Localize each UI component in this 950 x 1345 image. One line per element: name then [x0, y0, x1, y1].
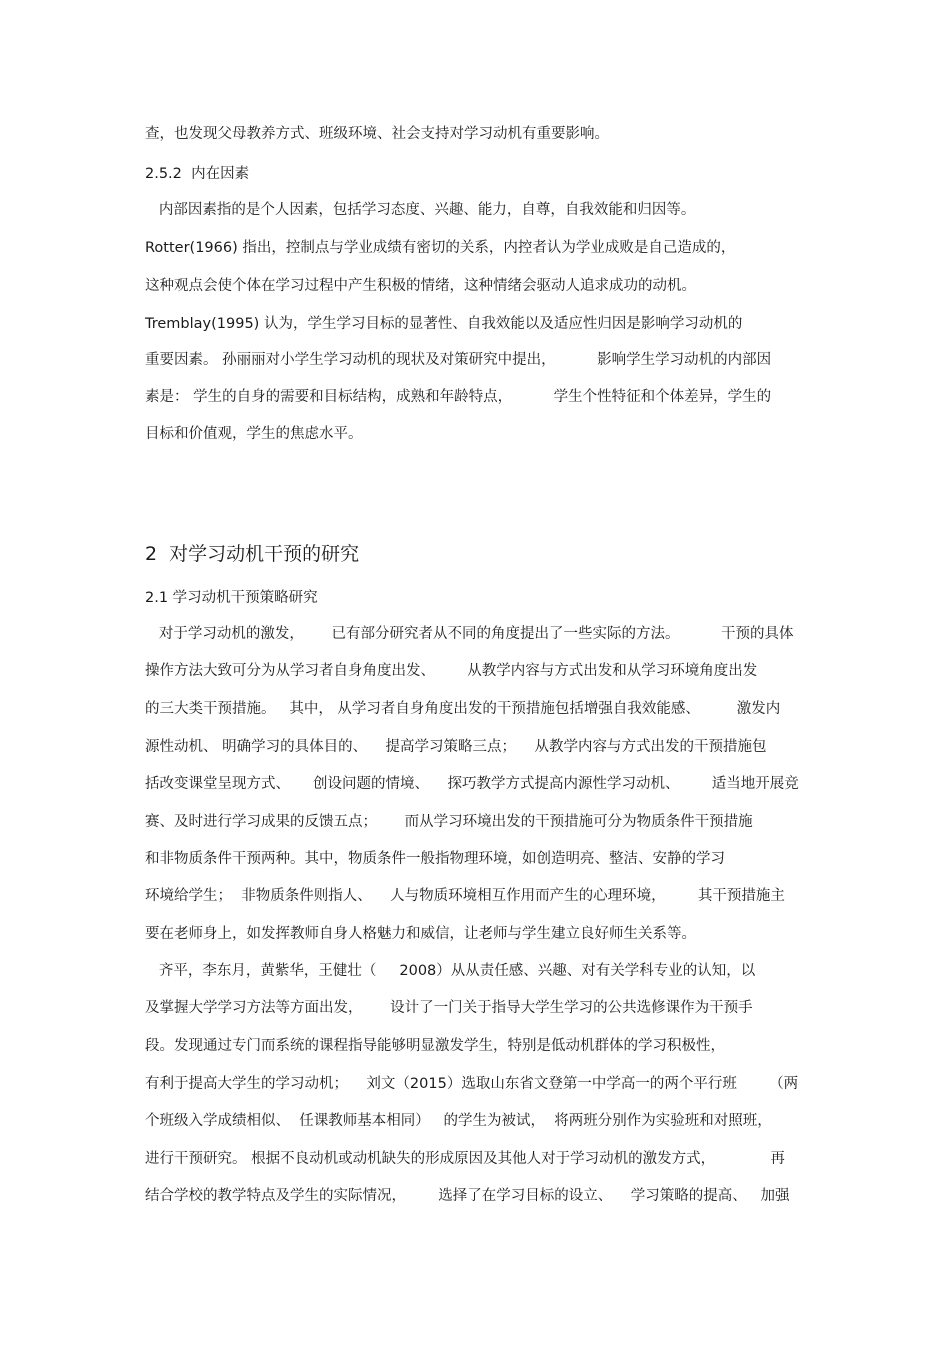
paragraph-line: 操作方法大致可分为从学习者自身角度出发、 从教学内容与方式出发和从学习环境角度出发	[145, 663, 758, 679]
paragraph-line: 括改变课堂呈现方式、 创设问题的情境、 探巧教学方式提高内源性学习动机、 适当地开展竞	[145, 776, 799, 792]
paragraph-line: 目标和价值观，学生的焦虑水平。	[145, 426, 363, 442]
paragraph-line: 的三大类干预措施。 其中， 从学习者自身角度出发的干预措施包括增强自我效能感、 激发内	[145, 701, 781, 717]
paragraph-line: 环境给学生； 非物质条件则指人、 人与物质环境相互作用而产生的心理环境， 其干预措施主	[145, 888, 785, 904]
chapter-heading: 2 对学习动机干预的研究	[145, 543, 360, 565]
paragraph-line: 这种观点会使个体在学习过程中产生积极的情绪，这种情绪会驱动人追求成功的动机。	[145, 278, 696, 294]
paragraph-line: 重要因素。 孙丽丽对小学生学习动机的现状及对策研究中提出， 影响学生学习动机的内部因	[145, 352, 772, 368]
paragraph-line: Rotter(1966) 指出，控制点与学业成绩有密切的关系，内控者认为学业成败是自己造成的，	[145, 240, 736, 256]
paragraph-line: Tremblay(1995) 认为，学生学习目标的显著性、自我效能以及适应性归因是影响学习动机的	[145, 316, 743, 332]
paragraph-line: 素是： 学生的自身的需要和目标结构，成熟和年龄特点， 学生个性特征和个体差异，学生的	[145, 389, 772, 405]
paragraph-line: 有利于提高大学生的学习动机； 刘文（2015）选取山东省文登第一中学高一的两个平行班 （两	[145, 1076, 799, 1092]
paragraph-line: 段。发现通过专门而系统的课程指导能够明显激发学生，特别是低动机群体的学习积极性，	[145, 1038, 725, 1054]
section-heading-2-1: 2.1 学习动机干预策略研究	[145, 590, 318, 606]
paragraph-line: 进行干预研究。 根据不良动机或动机缺失的形成原因及其他人对于学习动机的激发方式， 再	[145, 1151, 785, 1167]
paragraph-line: 查，也发现父母教养方式、班级环境、社会支持对学习动机有重要影响。	[145, 126, 609, 142]
section-heading-2-5-2: 2.5.2 内在因素	[145, 166, 250, 182]
paragraph-line: 源性动机、 明确学习的具体目的、 提高学习策略三点； 从教学内容与方式出发的干预措施包	[145, 739, 767, 755]
paragraph-line: 内部因素指的是个人因素，包括学习态度、兴趣、能力，自尊，自我效能和归因等。	[145, 202, 696, 218]
paragraph-line: 对于学习动机的激发， 已有部分研究者从不同的角度提出了一些实际的方法。 干预的具体	[145, 626, 794, 642]
paragraph-line: 齐平，李东月，黄紫华，王健壮（ 2008）从从责任感、兴趣、对有关学科专业的认知，以	[145, 963, 756, 979]
paragraph-line: 要在老师身上，如发挥教师自身人格魅力和威信，让老师与学生建立良好师生关系等。	[145, 926, 696, 942]
paragraph-line: 赛、及时进行学习成果的反馈五点； 而从学习环境出发的干预措施可分为物质条件干预措施	[145, 814, 753, 830]
paragraph-line: 及掌握大学学习方法等方面出发， 设计了一门关于指导大学生学习的公共选修课作为干预手	[145, 1000, 753, 1016]
paragraph-line: 个班级入学成绩相似、 任课教师基本相同） 的学生为被试， 将两班分别作为实验班和对照班，	[145, 1113, 772, 1129]
paragraph-line: 和非物质条件干预两种。其中，物质条件一般指物理环境，如创造明亮、整洁、安静的学习	[145, 851, 725, 867]
paragraph-line: 结合学校的教学特点及学生的实际情况， 选择了在学习目标的设立、 学习策略的提高、 加强	[145, 1188, 790, 1204]
